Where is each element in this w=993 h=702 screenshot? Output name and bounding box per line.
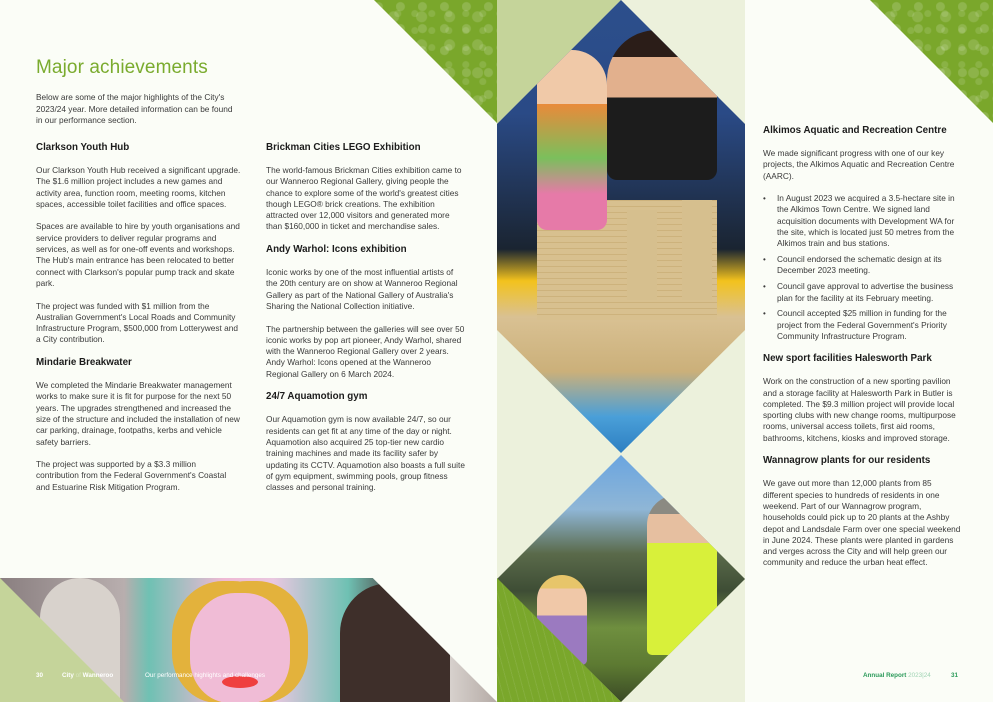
paragraph: Our Aquamotion gym is now available 24/7, so our residents can get fit at any time of the day or night. Aquamotion also acquired 25 top-tier new cardio training machines and made its facility safer by updating its CCTV. Aquamotion also boasts a full suite of gym equipment, swimming pools, group fitness classes and personal training. bbox=[266, 414, 465, 493]
section-mindarie-breakwater bbox=[36, 357, 241, 493]
section-aquamotion-gym bbox=[266, 391, 466, 493]
report-label: Annual Report bbox=[863, 672, 907, 679]
bullet-item: • Council endorsed the schematic design at its December 2023 meeting. bbox=[763, 254, 963, 277]
bullet-item: • Council accepted $25 million in funding for the project from the Federal Government's Priority Community Infrastructure Program. bbox=[763, 308, 963, 342]
paragraph: The partnership between the galleries will see over 50 iconic works by pop art pioneer, Andy Warhol, shared with the Wanneroo Regional Gallery over 2 years. Andy Warhol: Icons opened at the Wanneroo Regional Gallery on 6 March 2024. bbox=[266, 323, 465, 379]
visitor-right bbox=[340, 583, 450, 702]
section-heading: Clarkson Youth Hub bbox=[36, 142, 130, 153]
section-brickman-lego bbox=[266, 142, 466, 233]
annual-report-label bbox=[863, 672, 931, 679]
city-prefix: City bbox=[62, 672, 74, 679]
paragraph: We made significant progress with one of our key projects, the Alkimos Aquatic and Recreation Centre (AARC). bbox=[763, 148, 955, 181]
paragraph: The project was supported by a $3.3 million contribution from the Federal Government's Coastal and Estuarine Risk Mitigation Program. bbox=[36, 459, 227, 492]
city-logo-text bbox=[62, 672, 113, 679]
page-title: Major achievements bbox=[36, 57, 208, 78]
footer-section-title: Our performance highlights and challenges bbox=[145, 672, 266, 679]
page-31 bbox=[497, 0, 993, 702]
lego-tower-2 bbox=[682, 200, 712, 300]
section-heading: Alkimos Aquatic and Recreation Centre bbox=[763, 125, 947, 136]
bullet-item: • In August 2023 we acquired a 3.5-hectare site in the Alkimos Town Centre. We signed land acquisition documents with Development WA for the site, which is located just 50 metres from the Alkimos train and bus stations. bbox=[763, 193, 963, 249]
city-name: Wanneroo bbox=[82, 672, 114, 679]
section-alkimos-aquatic bbox=[763, 125, 963, 342]
section-halesworth-park bbox=[763, 353, 963, 444]
section-wannagrow bbox=[763, 455, 963, 568]
left-column-2 bbox=[266, 142, 466, 505]
report-year: 2023|24 bbox=[908, 672, 931, 679]
paragraph: The world-famous Brickman Cities exhibition came to our Wanneroo Regional Gallery, giving people the chance to explore some of the world's greatest cities though LEGO® brick creations. The exhibition attracted over 12,000 visitors and generated more than $160,000 in ticket and merchandise sales. bbox=[266, 165, 462, 232]
paragraph: Spaces are available to hire by youth organisations and service providers to deliver regular programs and services, as well as for one-off events and workshops. The Hub's main entrance has been relocated to better connect with Clarkson's popular pump track and skate park. bbox=[36, 221, 240, 288]
paragraph: Work on the construction of a new sporting pavilion and a storage facility at Halesworth Park in Butler is completed. The $9.3 million project will provide local sporting clubs with new change rooms, multipurpose rooms, universal access toilets, first aid rooms, bathrooms, kitchens, kiosks and improved storage. bbox=[763, 376, 956, 443]
section-heading: Wannagrow plants for our residents bbox=[763, 455, 931, 467]
section-andy-warhol bbox=[266, 244, 466, 380]
decorative-dotted-triangle-right bbox=[870, 0, 993, 123]
page-number-right: 31 bbox=[951, 672, 959, 679]
section-heading: Brickman Cities LEGO Exhibition bbox=[266, 142, 421, 153]
section-clarkson-youth-hub bbox=[36, 142, 241, 346]
child-figure bbox=[537, 50, 607, 230]
paragraph: We gave out more than 12,000 plants from 85 different species to hundreds of residents in one weekend. Part of our Wannagrow program, households could pick up to 20 plants at the Ashby depot and Landsdale Farm over one special weekend in June 2024. These plants were planted in gardens and verges across the City and will help green our community and reduce the urban heat effect. bbox=[763, 478, 961, 568]
paragraph: Iconic works by one of the most influential artists of the 20th century are on show at Wanneroo Regional Gallery as part of the National Gallery of Australia's Sharing the National Collection initiative. bbox=[266, 267, 458, 311]
decorative-dotted-triangle bbox=[374, 0, 497, 123]
left-column-1 bbox=[36, 142, 241, 504]
section-heading: 24/7 Aquamotion gym bbox=[266, 391, 368, 403]
bullet-item: • Council gave approval to advertise the business plan for the facility at its February meeting. bbox=[763, 281, 963, 304]
paragraph: Our Clarkson Youth Hub received a significant upgrade. The $1.6 million project includes a new games and activity area, function room, meeting rooms, kitchen spaces, accessible toilet facilities and office spaces. bbox=[36, 165, 241, 209]
paragraph: We completed the Mindarie Breakwater management works to make sure it is fit for purpose for the next 50 years. The upgrades strengthened and increased the size of the structure and included the installation of new car parking, drainage, footpaths, kerbs and vehicle safety barriers. bbox=[36, 380, 240, 447]
paragraph: The project was funded with $1 million from the Australian Government's Local Roads and Community Infrastructure Program, $500,000 from Lotterywest and a City contribution. bbox=[36, 300, 238, 345]
lego-tower-1 bbox=[627, 210, 657, 300]
section-heading: Andy Warhol: Icons exhibition bbox=[266, 244, 407, 256]
bullet-list bbox=[763, 193, 963, 342]
right-column bbox=[763, 125, 963, 580]
section-heading: Mindarie Breakwater bbox=[36, 357, 132, 369]
city-of: of bbox=[75, 672, 81, 679]
intro-text: Below are some of the major highlights of the City's 2023/24 year. More detailed information can be found in our performance section. bbox=[36, 92, 233, 125]
section-heading: New sport facilities Halesworth Park bbox=[763, 353, 932, 365]
page-number-left: 30 bbox=[36, 672, 44, 679]
